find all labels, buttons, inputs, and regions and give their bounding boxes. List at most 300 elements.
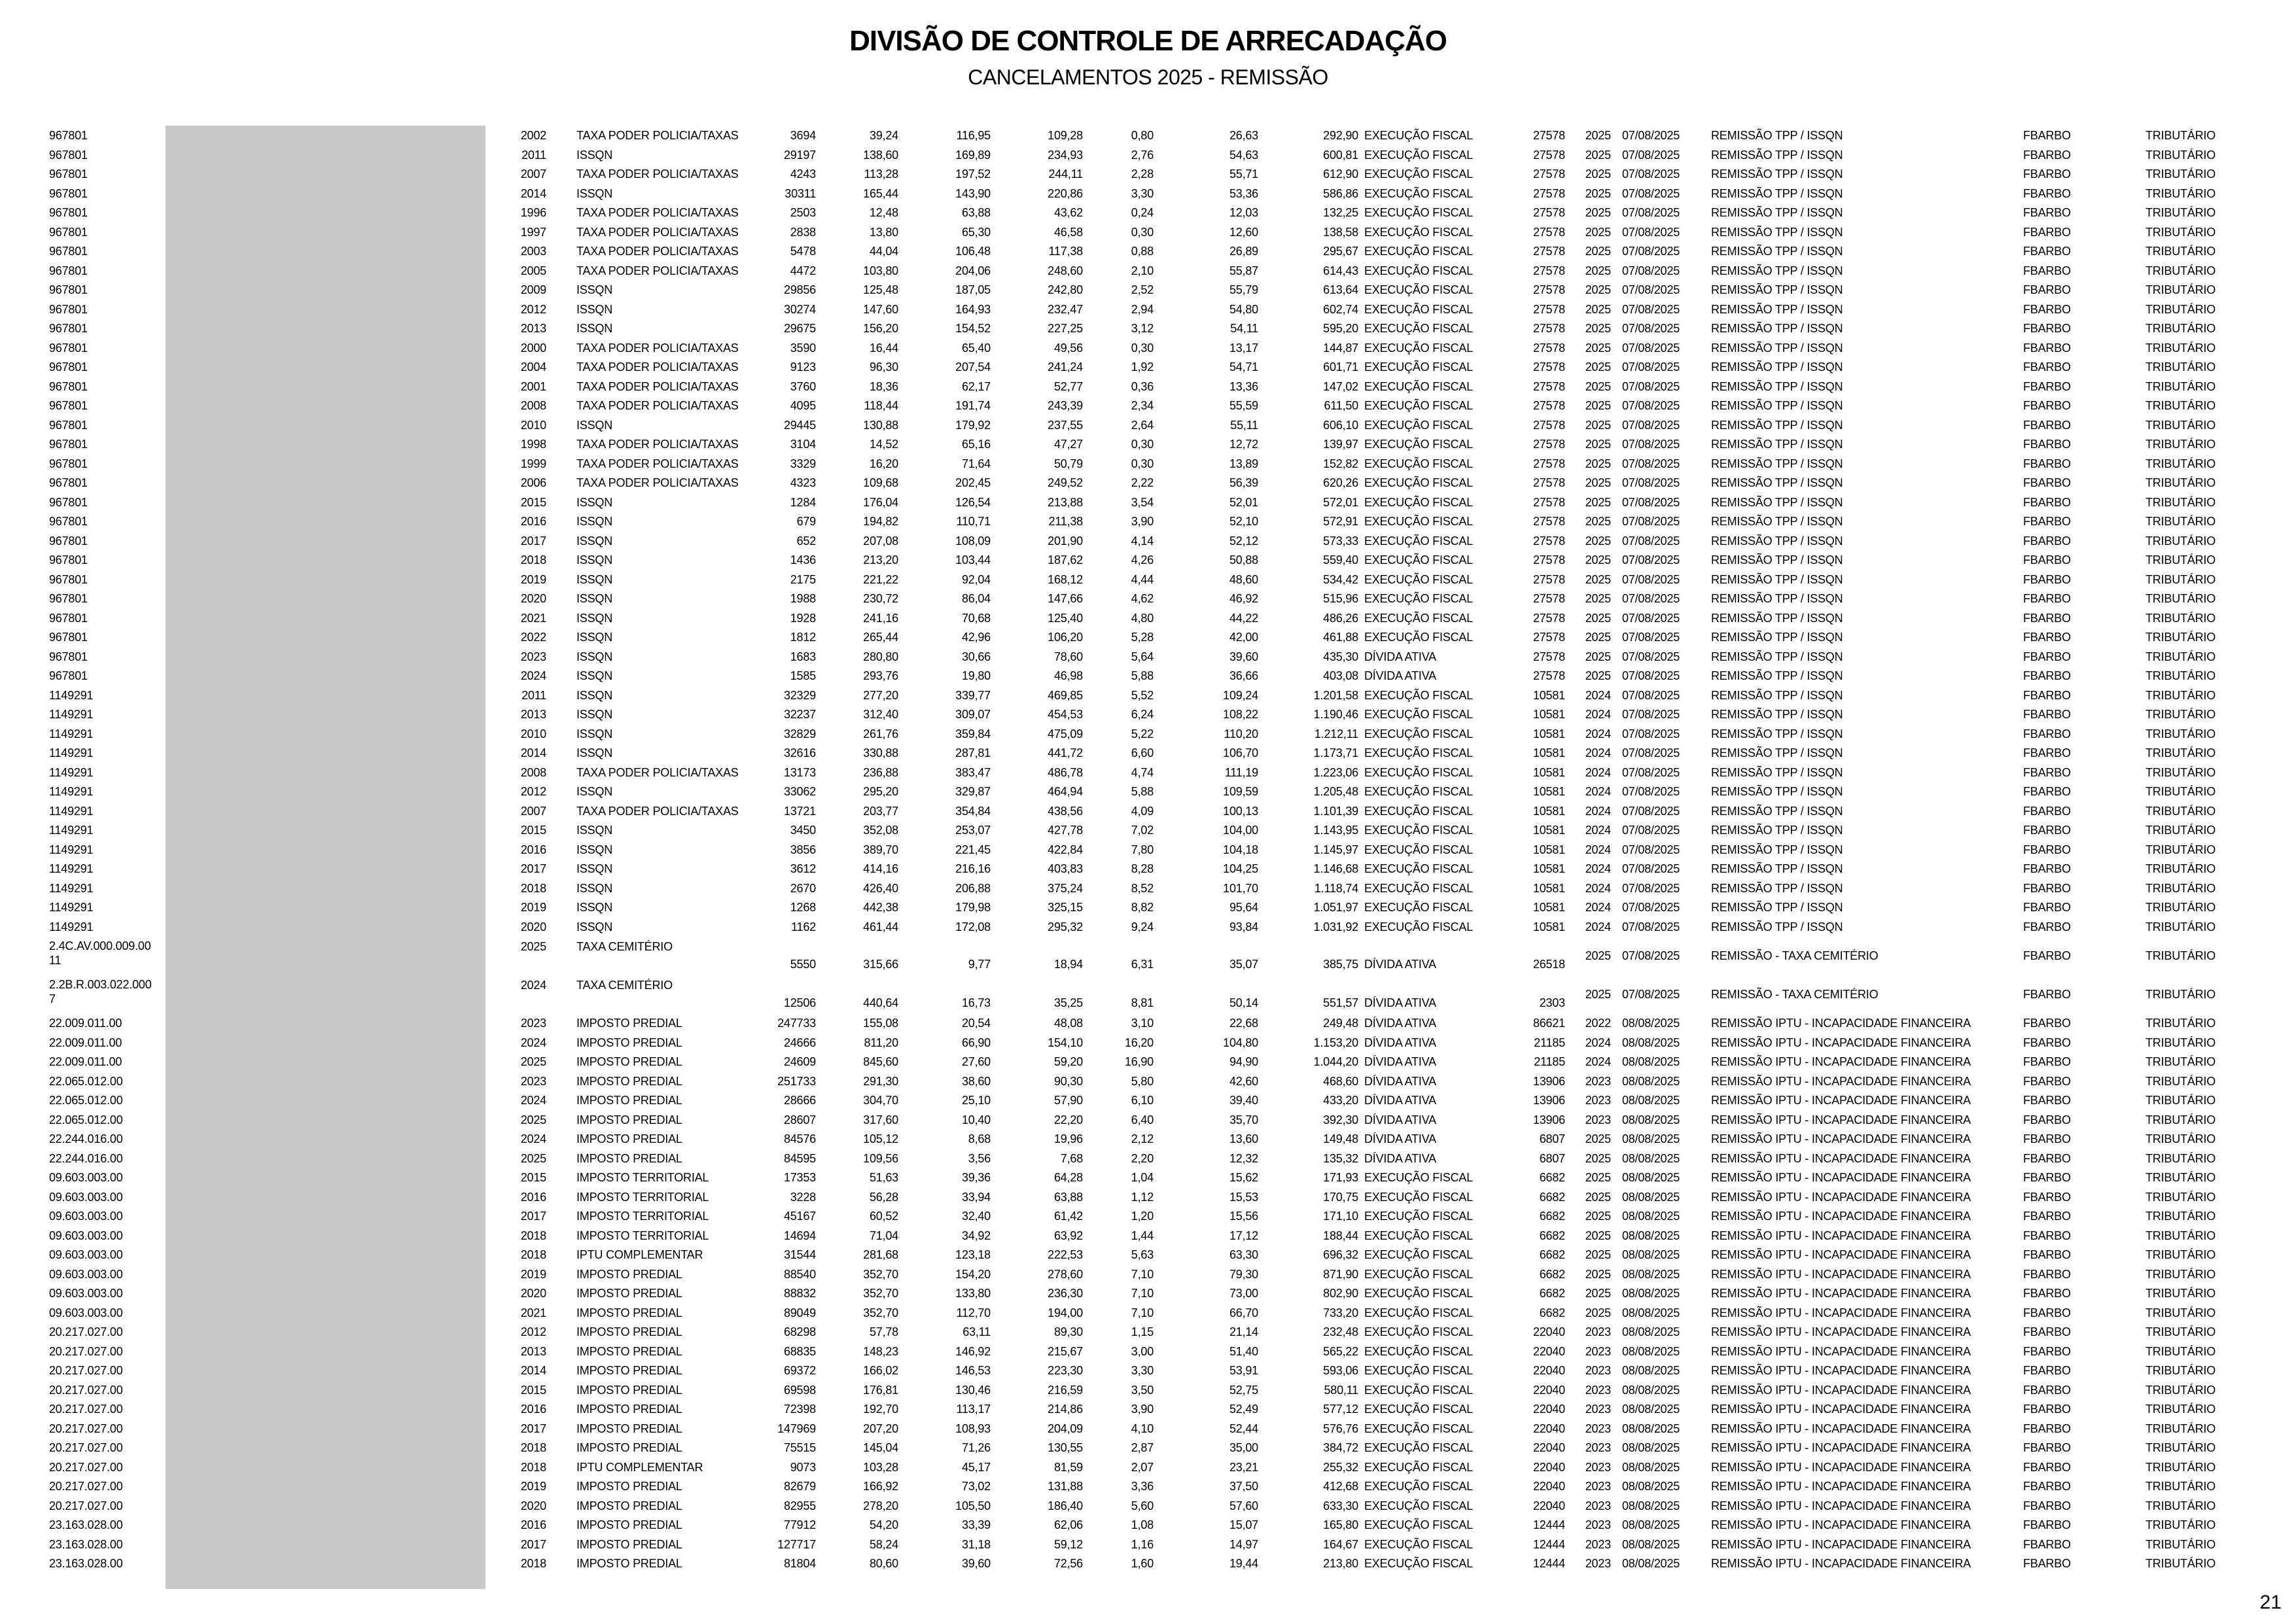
cell-usuario: FBARBO bbox=[2023, 1132, 2071, 1145]
cell-v4: 63,92 bbox=[1053, 1229, 1083, 1242]
cell-v1: 5478 bbox=[790, 245, 816, 258]
cell-v2: 109,56 bbox=[863, 1151, 898, 1165]
cell-usuario: FBARBO bbox=[2023, 225, 2071, 239]
cell-setor: TRIBUTÁRIO bbox=[2146, 785, 2216, 798]
cell-v5: 5,80 bbox=[1131, 1074, 1154, 1088]
cell-usuario: FBARBO bbox=[2023, 746, 2071, 759]
cell-setor: TRIBUTÁRIO bbox=[2146, 1306, 2216, 1319]
cell-v2: 213,20 bbox=[863, 553, 898, 567]
cell-setor: TRIBUTÁRIO bbox=[2146, 920, 2216, 934]
cell-v3: 143,90 bbox=[955, 186, 991, 200]
cell-usuario: FBARBO bbox=[2023, 901, 2071, 914]
cell-ano_processo: 2025 bbox=[1585, 1210, 1611, 1223]
cell-ano_processo: 2022 bbox=[1585, 1017, 1611, 1030]
cell-v6: 42,60 bbox=[1229, 1074, 1258, 1088]
cell-v3: 172,08 bbox=[955, 920, 991, 934]
cell-v6: 13,17 bbox=[1229, 341, 1258, 355]
cell-situacao: EXECUÇÃO FISCAL bbox=[1364, 515, 1474, 528]
cell-v6: 37,50 bbox=[1229, 1480, 1258, 1493]
cell-setor: TRIBUTÁRIO bbox=[2146, 824, 2216, 837]
cell-total: 572,01 bbox=[1323, 495, 1358, 509]
cell-id: 09.603.003.00 bbox=[49, 1306, 123, 1319]
cell-situacao: EXECUÇÃO FISCAL bbox=[1364, 1210, 1474, 1223]
table-row bbox=[0, 1400, 2296, 1420]
cell-total: 576,76 bbox=[1323, 1422, 1358, 1435]
cell-descricao: REMISSÃO IPTU - INCAPACIDADE FINANCEIRA bbox=[1711, 1094, 1971, 1107]
cell-v1: 12506 bbox=[783, 996, 816, 1009]
cell-tributo: TAXA CEMITÉRIO bbox=[576, 979, 673, 992]
cell-usuario: FBARBO bbox=[2023, 988, 2071, 1001]
cell-total: 1.190,46 bbox=[1313, 708, 1358, 721]
cell-total: 614,43 bbox=[1323, 264, 1358, 277]
cell-tributo: ISSQN bbox=[576, 592, 613, 605]
cell-v3: 130,46 bbox=[955, 1383, 991, 1397]
cell-total: 1.201,58 bbox=[1313, 688, 1358, 702]
cell-v5: 5,28 bbox=[1131, 631, 1154, 644]
cell-ano: 2025 bbox=[520, 1055, 546, 1068]
table-row bbox=[0, 821, 2296, 841]
cell-ano_processo: 2023 bbox=[1585, 1364, 1611, 1377]
cell-situacao: EXECUÇÃO FISCAL bbox=[1364, 129, 1474, 142]
cell-usuario: FBARBO bbox=[2023, 824, 2071, 837]
cell-v3: 204,06 bbox=[955, 264, 991, 277]
cell-v4: 22,20 bbox=[1053, 1113, 1083, 1126]
cell-processo: 2303 bbox=[1539, 996, 1565, 1009]
cell-processo: 21185 bbox=[1534, 1036, 1565, 1049]
cell-descricao: REMISSÃO TPP / ISSQN bbox=[1711, 148, 1843, 162]
cell-situacao: EXECUÇÃO FISCAL bbox=[1364, 1537, 1474, 1551]
cell-v1: 81804 bbox=[783, 1557, 816, 1570]
cell-v3: 45,17 bbox=[961, 1460, 991, 1474]
cell-ano: 2018 bbox=[520, 881, 546, 895]
cell-v4: 325,15 bbox=[1048, 901, 1083, 914]
cell-v6: 53,36 bbox=[1229, 186, 1258, 200]
cell-v5: 2,76 bbox=[1131, 148, 1154, 162]
cell-ano_processo: 2025 bbox=[1585, 302, 1611, 316]
cell-ano_processo: 2024 bbox=[1585, 1036, 1611, 1049]
cell-id: 967801 bbox=[49, 148, 88, 162]
cell-id: 967801 bbox=[49, 360, 88, 374]
cell-ano_processo: 2025 bbox=[1585, 341, 1611, 355]
cell-v1: 32237 bbox=[783, 708, 816, 721]
cell-situacao: EXECUÇÃO FISCAL bbox=[1364, 245, 1474, 258]
cell-situacao: EXECUÇÃO FISCAL bbox=[1364, 457, 1474, 470]
cell-v1: 69598 bbox=[783, 1383, 816, 1397]
cell-v2: 845,60 bbox=[863, 1055, 898, 1068]
cell-data: 08/08/2025 bbox=[1622, 1094, 1680, 1107]
cell-ano: 2005 bbox=[520, 264, 546, 277]
cell-v4: 7,68 bbox=[1060, 1151, 1083, 1165]
cell-v3: 354,84 bbox=[955, 804, 991, 818]
cell-ano_processo: 2025 bbox=[1585, 1306, 1611, 1319]
cell-descricao: REMISSÃO TPP / ISSQN bbox=[1711, 264, 1843, 277]
cell-descricao: REMISSÃO IPTU - INCAPACIDADE FINANCEIRA bbox=[1711, 1403, 1971, 1416]
cell-data: 08/08/2025 bbox=[1622, 1229, 1680, 1242]
cell-v3: 287,81 bbox=[955, 746, 991, 759]
cell-v1: 28607 bbox=[783, 1113, 816, 1126]
table-row bbox=[0, 725, 2296, 744]
cell-id: 22.065.012.00 bbox=[49, 1113, 123, 1126]
cell-usuario: FBARBO bbox=[2023, 476, 2071, 489]
cell-setor: TRIBUTÁRIO bbox=[2146, 1403, 2216, 1416]
cell-id: 09.603.003.00 bbox=[49, 1229, 123, 1242]
cell-usuario: FBARBO bbox=[2023, 1460, 2071, 1474]
cell-v5: 5,52 bbox=[1131, 688, 1154, 702]
cell-situacao: EXECUÇÃO FISCAL bbox=[1364, 1383, 1474, 1397]
cell-setor: TRIBUTÁRIO bbox=[2146, 1190, 2216, 1204]
cell-v3: 39,60 bbox=[961, 1557, 991, 1570]
cell-descricao: REMISSÃO TPP / ISSQN bbox=[1711, 553, 1843, 567]
cell-v3: 71,26 bbox=[961, 1441, 991, 1454]
cell-descricao: REMISSÃO TPP / ISSQN bbox=[1711, 631, 1843, 644]
cell-v5: 1,60 bbox=[1131, 1557, 1154, 1570]
cell-usuario: FBARBO bbox=[2023, 920, 2071, 934]
cell-tributo: TAXA PODER POLICIA/TAXAS bbox=[576, 379, 739, 393]
cell-descricao: REMISSÃO TPP / ISSQN bbox=[1711, 669, 1843, 682]
cell-data: 08/08/2025 bbox=[1622, 1364, 1680, 1377]
cell-v1: 29675 bbox=[783, 322, 816, 335]
cell-descricao: REMISSÃO TPP / ISSQN bbox=[1711, 785, 1843, 798]
cell-data: 08/08/2025 bbox=[1622, 1036, 1680, 1049]
cell-v2: 241,16 bbox=[863, 611, 898, 625]
cell-setor: TRIBUTÁRIO bbox=[2146, 1383, 2216, 1397]
cell-id: 20.217.027.00 bbox=[49, 1403, 123, 1416]
cell-tributo: TAXA PODER POLICIA/TAXAS bbox=[576, 399, 739, 412]
cell-descricao: REMISSÃO TPP / ISSQN bbox=[1711, 843, 1843, 856]
cell-setor: TRIBUTÁRIO bbox=[2146, 1094, 2216, 1107]
cell-usuario: FBARBO bbox=[2023, 1287, 2071, 1300]
cell-v1: 14694 bbox=[783, 1229, 816, 1242]
cell-v2: 166,92 bbox=[863, 1480, 898, 1493]
cell-ano: 2004 bbox=[520, 360, 546, 374]
cell-v3: 146,92 bbox=[955, 1344, 991, 1358]
cell-v4: 59,12 bbox=[1053, 1537, 1083, 1551]
cell-v4: 64,28 bbox=[1053, 1171, 1083, 1184]
cell-ano: 2018 bbox=[520, 1441, 546, 1454]
cell-processo: 10581 bbox=[1532, 727, 1565, 741]
cell-v1: 2838 bbox=[790, 225, 816, 239]
cell-ano: 1997 bbox=[520, 225, 546, 239]
cell-descricao: REMISSÃO TPP / ISSQN bbox=[1711, 322, 1843, 335]
cell-processo: 10581 bbox=[1532, 746, 1565, 759]
cell-ano_processo: 2025 bbox=[1585, 1190, 1611, 1204]
cell-v5: 2,87 bbox=[1131, 1441, 1154, 1454]
cell-usuario: FBARBO bbox=[2023, 129, 2071, 142]
cell-tributo: IMPOSTO PREDIAL bbox=[576, 1113, 682, 1126]
table-row bbox=[0, 1497, 2296, 1516]
cell-descricao: REMISSÃO IPTU - INCAPACIDADE FINANCEIRA bbox=[1711, 1132, 1971, 1145]
cell-v4: 486,78 bbox=[1048, 765, 1083, 779]
cell-total: 696,32 bbox=[1323, 1248, 1358, 1261]
cell-v5: 2,10 bbox=[1131, 264, 1154, 277]
cell-situacao: EXECUÇÃO FISCAL bbox=[1364, 746, 1474, 759]
cell-total: 573,33 bbox=[1323, 534, 1358, 548]
cell-v5: 0,36 bbox=[1131, 379, 1154, 393]
cell-data: 08/08/2025 bbox=[1622, 1151, 1680, 1165]
cell-v4: 81,59 bbox=[1053, 1460, 1083, 1474]
cell-v2: 236,88 bbox=[863, 765, 898, 779]
cell-id: 20.217.027.00 bbox=[49, 1441, 123, 1454]
cell-descricao: REMISSÃO IPTU - INCAPACIDADE FINANCEIRA bbox=[1711, 1055, 1971, 1068]
cell-data: 08/08/2025 bbox=[1622, 1344, 1680, 1358]
cell-id: 20.217.027.00 bbox=[49, 1364, 123, 1377]
cell-v4: 194,00 bbox=[1048, 1306, 1083, 1319]
cell-tributo: IPTU COMPLEMENTAR bbox=[576, 1460, 703, 1474]
cell-situacao: EXECUÇÃO FISCAL bbox=[1364, 534, 1474, 548]
cell-v1: 2503 bbox=[790, 206, 816, 219]
cell-descricao: REMISSÃO TPP / ISSQN bbox=[1711, 186, 1843, 200]
cell-tributo: ISSQN bbox=[576, 688, 613, 702]
cell-setor: TRIBUTÁRIO bbox=[2146, 438, 2216, 451]
cell-total: 213,80 bbox=[1323, 1557, 1358, 1570]
cell-processo: 6682 bbox=[1539, 1306, 1565, 1319]
cell-v2: 113,28 bbox=[864, 167, 898, 181]
cell-setor: TRIBUTÁRIO bbox=[2146, 206, 2216, 219]
cell-processo: 27578 bbox=[1532, 206, 1565, 219]
cell-v6: 36,66 bbox=[1229, 669, 1258, 682]
table-row bbox=[0, 1227, 2296, 1246]
cell-v2: 166,02 bbox=[863, 1364, 898, 1377]
table-row bbox=[0, 1477, 2296, 1497]
cell-setor: TRIBUTÁRIO bbox=[2146, 302, 2216, 316]
cell-v5: 2,94 bbox=[1131, 302, 1154, 316]
cell-ano: 2008 bbox=[520, 765, 546, 779]
cell-v5: 2,07 bbox=[1131, 1460, 1154, 1474]
cell-ano: 2016 bbox=[520, 843, 546, 856]
cell-tributo: IMPOSTO TERRITORIAL bbox=[576, 1171, 709, 1184]
cell-tributo: ISSQN bbox=[576, 901, 613, 914]
cell-v3: 154,20 bbox=[955, 1267, 991, 1281]
cell-ano: 2010 bbox=[520, 418, 546, 432]
cell-descricao: REMISSÃO IPTU - INCAPACIDADE FINANCEIRA bbox=[1711, 1460, 1971, 1474]
table-row bbox=[0, 377, 2296, 397]
cell-id: 967801 bbox=[49, 611, 88, 625]
cell-v6: 15,62 bbox=[1229, 1171, 1258, 1184]
cell-data: 08/08/2025 bbox=[1622, 1460, 1680, 1474]
cell-v2: 207,08 bbox=[863, 534, 898, 548]
cell-processo: 27578 bbox=[1532, 418, 1565, 432]
cell-setor: TRIBUTÁRIO bbox=[2146, 611, 2216, 625]
cell-ano_processo: 2025 bbox=[1585, 1132, 1611, 1145]
cell-usuario: FBARBO bbox=[2023, 553, 2071, 567]
cell-v4: 236,30 bbox=[1048, 1287, 1083, 1300]
cell-usuario: FBARBO bbox=[2023, 322, 2071, 335]
cell-v1: 32829 bbox=[783, 727, 816, 741]
cell-v6: 100,13 bbox=[1223, 804, 1258, 818]
cell-v1: 3760 bbox=[790, 379, 816, 393]
cell-data: 07/08/2025 bbox=[1622, 399, 1680, 412]
cell-ano: 2024 bbox=[520, 979, 546, 992]
cell-v6: 14,97 bbox=[1229, 1537, 1258, 1551]
cell-v1: 68298 bbox=[783, 1325, 816, 1338]
cell-v3: 191,74 bbox=[955, 399, 991, 412]
cell-tributo: ISSQN bbox=[576, 708, 613, 721]
cell-v5: 7,02 bbox=[1131, 824, 1154, 837]
cell-ano_processo: 2023 bbox=[1585, 1460, 1611, 1474]
cell-v1: 1162 bbox=[791, 920, 816, 934]
cell-ano: 2017 bbox=[520, 1422, 546, 1435]
cell-ano_processo: 2023 bbox=[1585, 1422, 1611, 1435]
cell-processo: 27578 bbox=[1532, 186, 1565, 200]
cell-v6: 55,71 bbox=[1229, 167, 1258, 181]
cell-v2: 80,60 bbox=[869, 1557, 898, 1570]
cell-v3: 63,11 bbox=[963, 1325, 991, 1338]
cell-setor: TRIBUTÁRIO bbox=[2146, 1229, 2216, 1242]
cell-processo: 12444 bbox=[1532, 1557, 1565, 1570]
cell-ano_processo: 2024 bbox=[1585, 920, 1611, 934]
cell-v1: 4323 bbox=[790, 476, 816, 489]
cell-ano: 2001 bbox=[520, 379, 546, 393]
cell-descricao: REMISSÃO TPP / ISSQN bbox=[1711, 457, 1843, 470]
cell-id: 967801 bbox=[49, 495, 88, 509]
cell-setor: TRIBUTÁRIO bbox=[2146, 534, 2216, 548]
cell-v2: 156,20 bbox=[863, 322, 898, 335]
cell-v5: 4,74 bbox=[1131, 765, 1154, 779]
cell-data: 07/08/2025 bbox=[1622, 901, 1680, 914]
cell-v1: 147969 bbox=[777, 1422, 816, 1435]
cell-situacao: EXECUÇÃO FISCAL bbox=[1364, 1460, 1474, 1474]
cell-ano_processo: 2023 bbox=[1585, 1537, 1611, 1551]
cell-processo: 27578 bbox=[1532, 592, 1565, 605]
cell-v1: 247733 bbox=[777, 1017, 816, 1030]
cell-total: 385,75 bbox=[1323, 958, 1358, 971]
cell-v4: 35,25 bbox=[1053, 996, 1083, 1009]
cell-setor: TRIBUTÁRIO bbox=[2146, 283, 2216, 296]
cell-ano_processo: 2025 bbox=[1585, 438, 1611, 451]
cell-processo: 10581 bbox=[1532, 881, 1565, 895]
cell-ano_processo: 2023 bbox=[1585, 1403, 1611, 1416]
cell-situacao: EXECUÇÃO FISCAL bbox=[1364, 1403, 1474, 1416]
cell-usuario: FBARBO bbox=[2023, 1422, 2071, 1435]
cell-ano_processo: 2025 bbox=[1585, 129, 1611, 142]
cell-v2: 442,38 bbox=[863, 901, 898, 914]
cell-ano_processo: 2025 bbox=[1585, 322, 1611, 335]
cell-setor: TRIBUTÁRIO bbox=[2146, 1132, 2216, 1145]
cell-v6: 104,25 bbox=[1223, 862, 1258, 875]
cell-ano: 2014 bbox=[520, 186, 546, 200]
cell-usuario: FBARBO bbox=[2023, 708, 2071, 721]
cell-ano: 2015 bbox=[520, 495, 546, 509]
cell-total: 802,90 bbox=[1323, 1287, 1358, 1300]
cell-descricao: REMISSÃO TPP / ISSQN bbox=[1711, 572, 1843, 586]
cell-v3: 108,93 bbox=[955, 1422, 991, 1435]
cell-processo: 10581 bbox=[1532, 843, 1565, 856]
cell-v3: 19,80 bbox=[961, 669, 991, 682]
cell-v3: 65,40 bbox=[961, 341, 991, 355]
cell-data: 07/08/2025 bbox=[1622, 264, 1680, 277]
cell-id: 20.217.027.00 bbox=[49, 1422, 123, 1435]
cell-setor: TRIBUTÁRIO bbox=[2146, 949, 2216, 962]
cell-v2: 315,66 bbox=[863, 958, 898, 971]
cell-situacao: EXECUÇÃO FISCAL bbox=[1364, 1422, 1474, 1435]
cell-v2: 230,72 bbox=[863, 592, 898, 605]
cell-v5: 0,30 bbox=[1131, 225, 1154, 239]
cell-ano_processo: 2025 bbox=[1585, 283, 1611, 296]
cell-v1: 4095 bbox=[790, 399, 816, 412]
cell-id: 09.603.003.00 bbox=[49, 1171, 123, 1184]
cell-tributo: IMPOSTO PREDIAL bbox=[576, 1422, 682, 1435]
cell-v4: 62,06 bbox=[1053, 1518, 1083, 1531]
cell-ano: 2013 bbox=[520, 708, 546, 721]
cell-v6: 15,56 bbox=[1229, 1210, 1258, 1223]
table-row bbox=[0, 1323, 2296, 1342]
cell-setor: TRIBUTÁRIO bbox=[2146, 1480, 2216, 1493]
cell-v6: 48,60 bbox=[1229, 572, 1258, 586]
cell-v3: 164,93 bbox=[955, 302, 991, 316]
cell-processo: 22040 bbox=[1532, 1344, 1565, 1358]
table-row bbox=[0, 802, 2296, 822]
cell-tributo: ISSQN bbox=[576, 322, 613, 335]
table-row bbox=[0, 937, 2296, 975]
cell-usuario: FBARBO bbox=[2023, 1364, 2071, 1377]
cell-tributo: IMPOSTO PREDIAL bbox=[576, 1074, 682, 1088]
cell-ano_processo: 2025 bbox=[1585, 1151, 1611, 1165]
cell-v2: 103,80 bbox=[863, 264, 898, 277]
cell-total: 577,12 bbox=[1323, 1403, 1358, 1416]
cell-ano: 2015 bbox=[520, 1383, 546, 1397]
cell-tributo: ISSQN bbox=[576, 418, 613, 432]
cell-id: 967801 bbox=[49, 264, 88, 277]
cell-v6: 52,44 bbox=[1229, 1422, 1258, 1435]
cell-setor: TRIBUTÁRIO bbox=[2146, 669, 2216, 682]
cell-usuario: FBARBO bbox=[2023, 881, 2071, 895]
cell-processo: 6682 bbox=[1539, 1267, 1565, 1281]
cell-situacao: EXECUÇÃO FISCAL bbox=[1364, 1344, 1474, 1358]
cell-situacao: EXECUÇÃO FISCAL bbox=[1364, 418, 1474, 432]
cell-ano: 2021 bbox=[520, 611, 546, 625]
cell-v2: 125,48 bbox=[863, 283, 898, 296]
cell-v3: 106,48 bbox=[955, 245, 991, 258]
cell-total: 412,68 bbox=[1323, 1480, 1358, 1493]
cell-tributo: ISSQN bbox=[576, 920, 613, 934]
table-row bbox=[0, 512, 2296, 532]
cell-tributo: IMPOSTO PREDIAL bbox=[576, 1480, 682, 1493]
cell-ano: 2007 bbox=[520, 804, 546, 818]
cell-v5: 4,10 bbox=[1131, 1422, 1154, 1435]
cell-v3: 146,53 bbox=[955, 1364, 991, 1377]
cell-ano_processo: 2023 bbox=[1585, 1499, 1611, 1512]
cell-v3: 113,17 bbox=[956, 1403, 991, 1416]
cell-situacao: DÍVIDA ATIVA bbox=[1364, 996, 1436, 1009]
cell-usuario: FBARBO bbox=[2023, 399, 2071, 412]
cell-v5: 8,52 bbox=[1131, 881, 1154, 895]
cell-ano_processo: 2025 bbox=[1585, 949, 1611, 962]
cell-ano: 2014 bbox=[520, 1364, 546, 1377]
cell-v6: 44,22 bbox=[1229, 611, 1258, 625]
cell-setor: TRIBUTÁRIO bbox=[2146, 264, 2216, 277]
cell-v1: 84576 bbox=[783, 1132, 816, 1145]
cell-v5: 3,30 bbox=[1131, 186, 1154, 200]
cell-v1: 1284 bbox=[790, 495, 816, 509]
cell-data: 07/08/2025 bbox=[1622, 167, 1680, 181]
cell-setor: TRIBUTÁRIO bbox=[2146, 572, 2216, 586]
cell-v6: 26,89 bbox=[1229, 245, 1258, 258]
cell-usuario: FBARBO bbox=[2023, 949, 2071, 962]
table-row bbox=[0, 319, 2296, 339]
cell-setor: TRIBUTÁRIO bbox=[2146, 418, 2216, 432]
cell-ano: 2007 bbox=[520, 167, 546, 181]
cell-v6: 21,14 bbox=[1229, 1325, 1258, 1338]
table-row bbox=[0, 1072, 2296, 1092]
cell-setor: TRIBUTÁRIO bbox=[2146, 1151, 2216, 1165]
cell-processo: 27578 bbox=[1532, 515, 1565, 528]
cell-processo: 27578 bbox=[1532, 245, 1565, 258]
cell-id: 1149291 bbox=[49, 881, 94, 895]
cell-total: 171,10 bbox=[1323, 1210, 1358, 1223]
cell-id: 967801 bbox=[49, 186, 88, 200]
cell-v5: 2,52 bbox=[1131, 283, 1154, 296]
cell-tributo: TAXA PODER POLICIA/TAXAS bbox=[576, 360, 739, 374]
